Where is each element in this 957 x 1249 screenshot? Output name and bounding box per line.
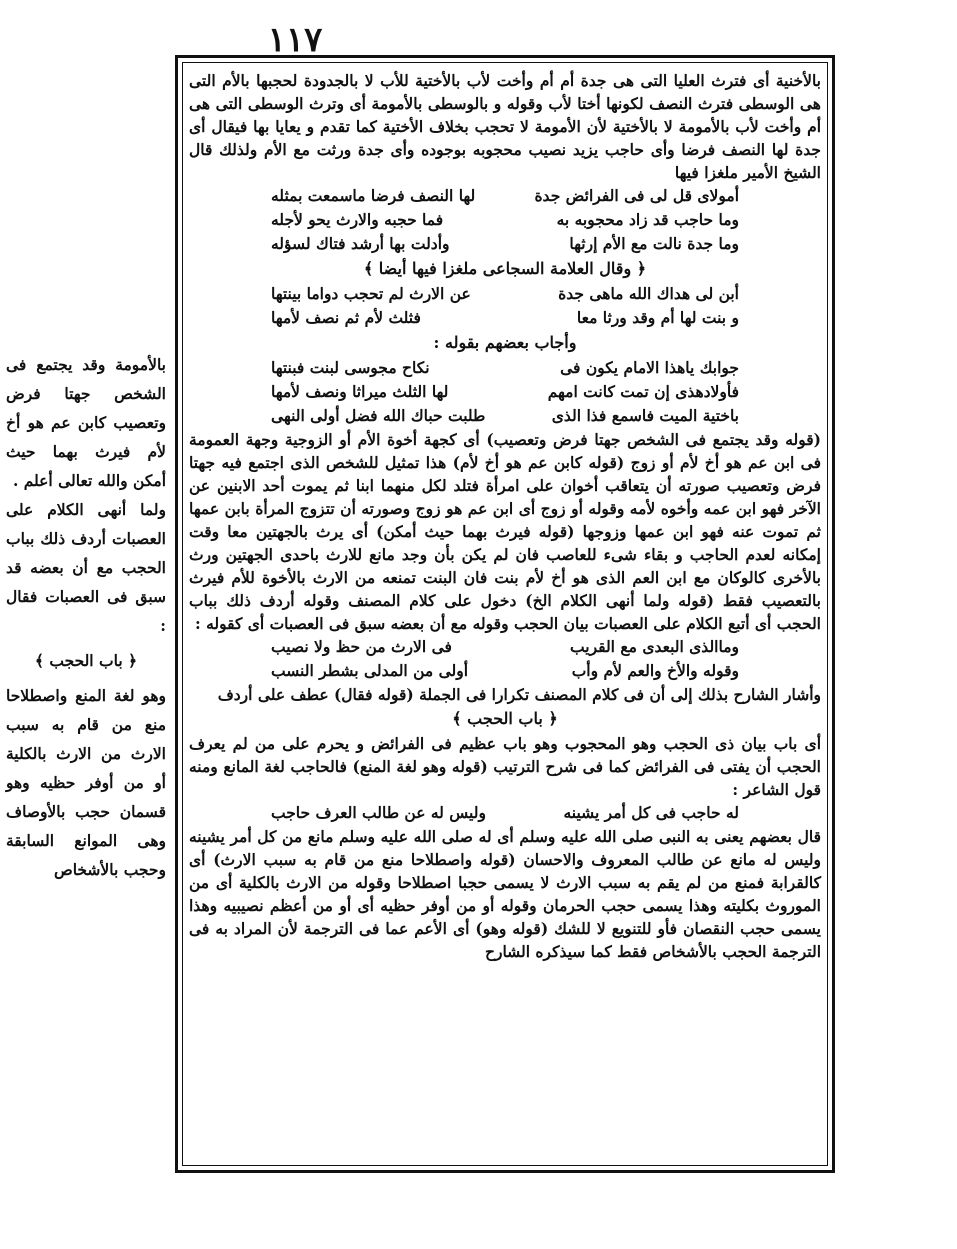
verse-hemistich: أبن لى هداك الله ماهى جدة [558, 284, 739, 303]
verse-line [189, 232, 821, 256]
verse-line [189, 380, 821, 404]
verse-hemistich: فما حجبه والارث يحو لأجله [271, 210, 444, 229]
verse-hemistich: لها النصف فرضا ماسمعت بمثله [271, 186, 476, 205]
section-heading: وأجاب بعضهم بقوله : [433, 333, 577, 352]
verse-line [189, 306, 821, 330]
verse-hemistich: فثلث لأم ثم نصف لأمها [271, 308, 421, 327]
verse-line [189, 184, 821, 208]
verse-hemistich: أمولاى قل لى فى الفرائض جدة [534, 186, 739, 205]
margin-paragraph: وهو لغة المنع واصطلاحا منع من قام به سبب الارث من الارث بالكلية أو من أوفر حظيه وهو قسمان حجب بالأوصاف وهى الموانع السابقة وحجب بالأشخاص [6, 686, 166, 879]
section-heading: ﴿ وقال العلامة السجاعى ملغزا فيها أيضا ﴾ [363, 259, 647, 278]
main-paragraph: بالأخنية أى فترث العليا التى هى جدة أم أم وأخت لأب بالأختية للأب لا بالجدودة لحجبها بالأم التى هى الوسطى فترث النصف لكونها أختا لأب وقوله و بالوسطى بالأمومة أى وترث الوسطى التى هى أم وأخت لأب بالأمومة لا بالأختية لأن الأمومة لا تحجب بخلاف الأختية كما تقدم و يعايا بها فيقال أى جدة لها النصف فرضا وأى حاجب يزيد نصيب محجوبه بوجوده وأى جدة ورثت مع الأم ولذلك قال الشيخ الأمير ملغزا فيها [189, 71, 821, 182]
verse-line [189, 404, 821, 428]
verse-hemistich: وماالذى البعدى مع القريب [570, 637, 739, 656]
verse-hemistich: لها الثلث ميراثا ونصف لأمها [271, 382, 449, 401]
verse-line [189, 282, 821, 306]
verse-hemistich: فأولادهذى إن تمت كانت امهم [547, 382, 739, 401]
main-paragraph: قال بعضهم يعنى به النبى صلى الله عليه وسلم أى له صلى الله عليه وسلم مانع من كل أمر يشينه وليس له مانع عن طالب المعروف والاحسان (قوله واصطلاحا منع من قام به سبب الارث) أى كالقرابة فمنع من لم يقم به سبب الارث لا يسمى حجبا اصطلاحا وقوله من الارث بالكلية أى من الموروث بكليته وهذا يسمى حجب الحرمان وقوله أو من أوفر حظيه أى أو من أعظم نصيبيه وهذا يسمى حجب النقصان فأو للتنويع لا للشك (قوله وهو) أى الأعم عما فى الترجمة لأن المراد به فى الترجمة الحجب بالأشخاص فقط كما سيذكره الشارح [189, 827, 821, 961]
main-paragraph: أى باب بيان ذى الحجب وهو المحجوب وهو باب عظيم فى الفرائض و يحرم على من لم يعرف الحجب أن يفتى فى الفرائض كما فى شرح الترتيب (قوله وهو لغة المنع) فالحاجب لغة المانع ومنه قول الشاعر : [189, 734, 821, 799]
verse-line [189, 801, 821, 825]
verse-line [189, 208, 821, 232]
verse-hemistich: وليس له عن طالب العرف حاجب [271, 803, 486, 822]
margin-heading: ﴿ باب الحجب ﴾ [34, 651, 138, 670]
verse-hemistich: نكاح مجوسى لبنت فبنتها [271, 358, 430, 377]
verse-hemistich: له حاجب فى كل أمر يشينه [563, 803, 739, 822]
verse-hemistich: و بنت لها أم وقد ورثا معا [576, 308, 739, 327]
chapter-heading: ﴿ باب الحجب ﴾ [452, 709, 558, 728]
verse-line [189, 659, 821, 683]
page-number: ١١٧ [267, 20, 323, 60]
verse-hemistich: وقوله والأخ والعم لأم وأب [571, 661, 739, 680]
verse-hemistich: طلبت حباك الله فضل أولى النهى [271, 406, 486, 425]
main-paragraph: وأشار الشارح بذلك إلى أن فى كلام المصنف تكرارا فى الجملة (قوله فقال) عطف على أردف [217, 685, 821, 704]
verse-line [189, 356, 821, 380]
verse-hemistich: وأدلت بها أرشد فتاك لسؤله [271, 234, 450, 253]
margin-paragraph: ولما أنهى الكلام على العصبات أردف ذلك بباب الحجب مع أن بعضه قد سبق فى العصبات فقال : [6, 500, 166, 635]
verse-hemistich: وما جدة نالت مع الأم إرثها [569, 234, 739, 253]
main-text [189, 69, 821, 1159]
verse-hemistich: عن الارث لم تحجب دواما بينتها [271, 284, 471, 303]
margin-paragraph: بالأمومة وقد يجتمع فى الشخص جهتا فرض وتعصيب كابن عم هو أخ لأم فيرث بهما حيث أمكن والله تعالى أعلم . [6, 355, 166, 490]
verse-hemistich: فى الارث من حظ ولا نصيب [271, 637, 452, 656]
margin-text [6, 350, 166, 884]
verse-hemistich: أولى من المدلى بشطر النسب [271, 661, 469, 680]
verse-hemistich: باختية الميت فاسمع فذا الذى [551, 406, 739, 425]
verse-line [189, 635, 821, 659]
verse-hemistich: جوابك ياهذا الامام يكون فى [560, 358, 739, 377]
main-text-frame [182, 62, 828, 1166]
main-paragraph: (قوله وقد يجتمع فى الشخص جهتا فرض وتعصيب) أى كجهة أخوة الأم أو الزوجية وجهة العمومة فى ابن عم هو أخ لأم أو زوج (قوله كابن عم هو أخ لأم) هذا تمثيل للشخص الذى اجتمع فيه جهتا فرض وتعصيب صورته أن يتعاقب أخوان على امرأة فتلد لكل منهما ابنا ثم يموت أحد الابنين عن الآخر فهو ابن عمه وأخوه لأمه وقوله أو زوج أى ابن عم هو زوج وصورته أن تتزوج المرأة بابن عمها ثم تموت عنه فهو ابن عمها وزوجها (قوله فيرث بهما حيث أمكن) أى يرث بالجهتين معا وقت إمكانه لعدم الحاجب و بقاء شىء للعاصب فان لم يكن بأن وجد مانع للارث باحدى الجهتين ورث بالأخرى كالوكان مع ابن العم الذى هو أخ لأم بنت فان البنت تمنعه من الارث بالأخوة للأم فيرث بالتعصيب فقط (قوله ولما أنهى الكلام الخ) دخول على كلام المصنف وقوله أردف ذلك بباب الحجب أى أتبع الكلام على العصبات بيان الحجب وقوله مع أن بعضه سبق فى العصبات أى كقوله : [189, 430, 821, 633]
verse-hemistich: وما حاجب قد زاد محجوبه به [556, 210, 739, 229]
